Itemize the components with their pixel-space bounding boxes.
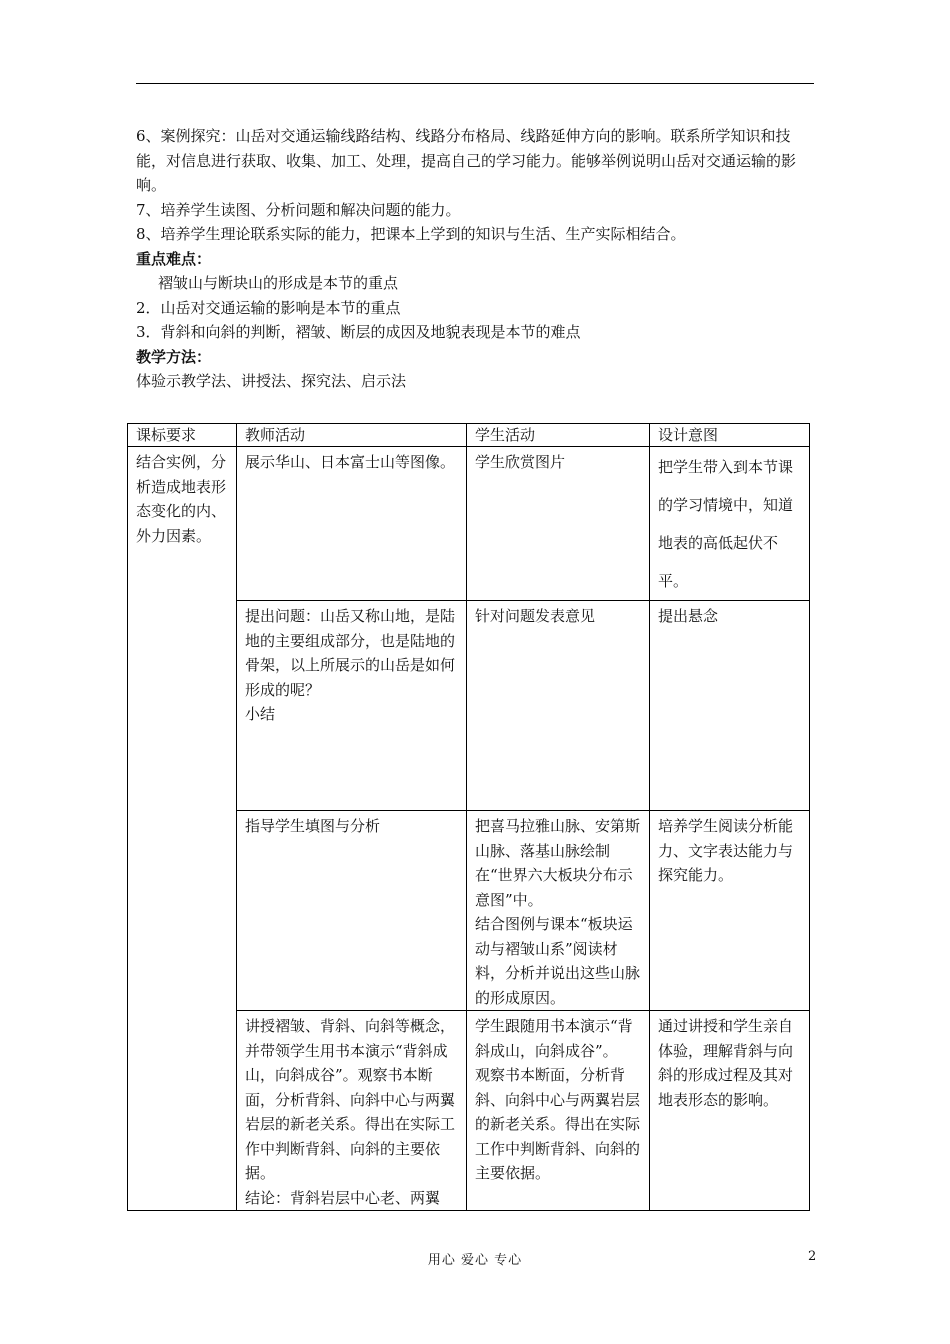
teacher-cell bbox=[237, 601, 467, 811]
student-text: 学生跟随用书本演示“背斜成山，向斜成谷”。 bbox=[475, 1017, 633, 1060]
document-body bbox=[136, 124, 816, 394]
intent-cell: 把学生带入到本节课的学习情境中，知道地表的高低起伏不平。 bbox=[650, 447, 810, 601]
student-cell: 学生欣赏图片 bbox=[467, 447, 650, 601]
teacher-summary: 小结 bbox=[245, 705, 276, 723]
intent-cell: 提出悬念 bbox=[650, 601, 810, 811]
teacher-cell: 指导学生填图与分析 bbox=[237, 811, 467, 1011]
student-text-extra: 观察书本断面，分析背斜、向斜中心与两翼岩层的新老关系。得出在实际工作中判断背斜、向斜的主要依据。 bbox=[475, 1066, 641, 1182]
page-number: 2 bbox=[808, 1249, 817, 1264]
intent-cell: 培养学生阅读分析能力、文字表达能力与探究能力。 bbox=[650, 811, 810, 1011]
header-intent: 设计意图 bbox=[650, 424, 810, 447]
key-point-1: 褶皱山与断块山的形成是本节的重点 bbox=[158, 274, 399, 292]
student-cell bbox=[467, 811, 650, 1011]
key-point-2: 2．山岳对交通运输的影响是本节的重点 bbox=[136, 298, 401, 317]
teacher-text: 讲授褶皱、背斜、向斜等概念，并带领学生用书本演示“背斜成山，向斜成谷”。观察书本断面，分析背斜、向斜中心与两翼岩层的新老关系。得出在实际工作中判断背斜、向斜的主要依据。 bbox=[245, 1017, 456, 1182]
student-text-extra: 结合图例与课本“板块运动与褶皱山系”阅读材料，分析并说出这些山脉的形成原因。 bbox=[475, 915, 641, 1007]
table-row bbox=[128, 447, 810, 601]
teacher-cell: 展示华山、日本富士山等图像。 bbox=[237, 447, 467, 601]
teacher-conclusion: 结论：背斜岩层中心老、两翼 bbox=[245, 1188, 441, 1207]
table-header-row bbox=[128, 424, 810, 447]
teaching-method-heading: 教学方法： bbox=[136, 347, 212, 366]
objective-6: 6、案例探究：山岳对交通运输线路结构、线路分布格局、线路延伸方向的影响。联系所学知识和技能，对信息进行获取、收集、加工、处理，提高自己的学习能力。能够举例说明山岳对交通运输的影响。 bbox=[136, 127, 797, 194]
intent-cell: 通过讲授和学生亲自体验，理解背斜与向斜的形成过程及其对地表形态的影响。 bbox=[650, 1011, 810, 1211]
lesson-plan-table bbox=[127, 423, 810, 1211]
key-point-3: 3．背斜和向斜的判断，褶皱、断层的成因及地貌表现是本节的难点 bbox=[136, 323, 581, 341]
header-teacher: 教师活动 bbox=[237, 424, 467, 447]
footer-motto: 用心 爱心 专心 bbox=[427, 1253, 523, 1268]
header-rule bbox=[136, 83, 814, 84]
curriculum-cell: 结合实例，分析造成地表形态变化的内、外力因素。 bbox=[128, 447, 237, 1211]
header-student: 学生活动 bbox=[467, 424, 650, 447]
key-points-heading: 重点难点： bbox=[136, 249, 212, 268]
objective-8: 8、培养学生理论联系实际的能力，把课本上学到的知识与生活、生产实际相结合。 bbox=[136, 225, 686, 243]
student-cell: 针对问题发表意见 bbox=[467, 601, 650, 811]
student-text: 把喜马拉雅山脉、安第斯山脉、落基山脉绘制在“世界六大板块分布示意图”中。 bbox=[475, 817, 641, 909]
header-curriculum: 课标要求 bbox=[128, 424, 237, 447]
teaching-method-text: 体验示教学法、讲授法、探究法、启示法 bbox=[136, 372, 407, 390]
teacher-text: 提出问题：山岳又称山地，是陆地的主要组成部分，也是陆地的骨架，以上所展示的山岳是如何形成的呢？ bbox=[245, 607, 456, 699]
teacher-cell bbox=[237, 1011, 467, 1211]
student-cell bbox=[467, 1011, 650, 1211]
objective-7: 7、培养学生读图、分析问题和解决问题的能力。 bbox=[136, 200, 461, 219]
